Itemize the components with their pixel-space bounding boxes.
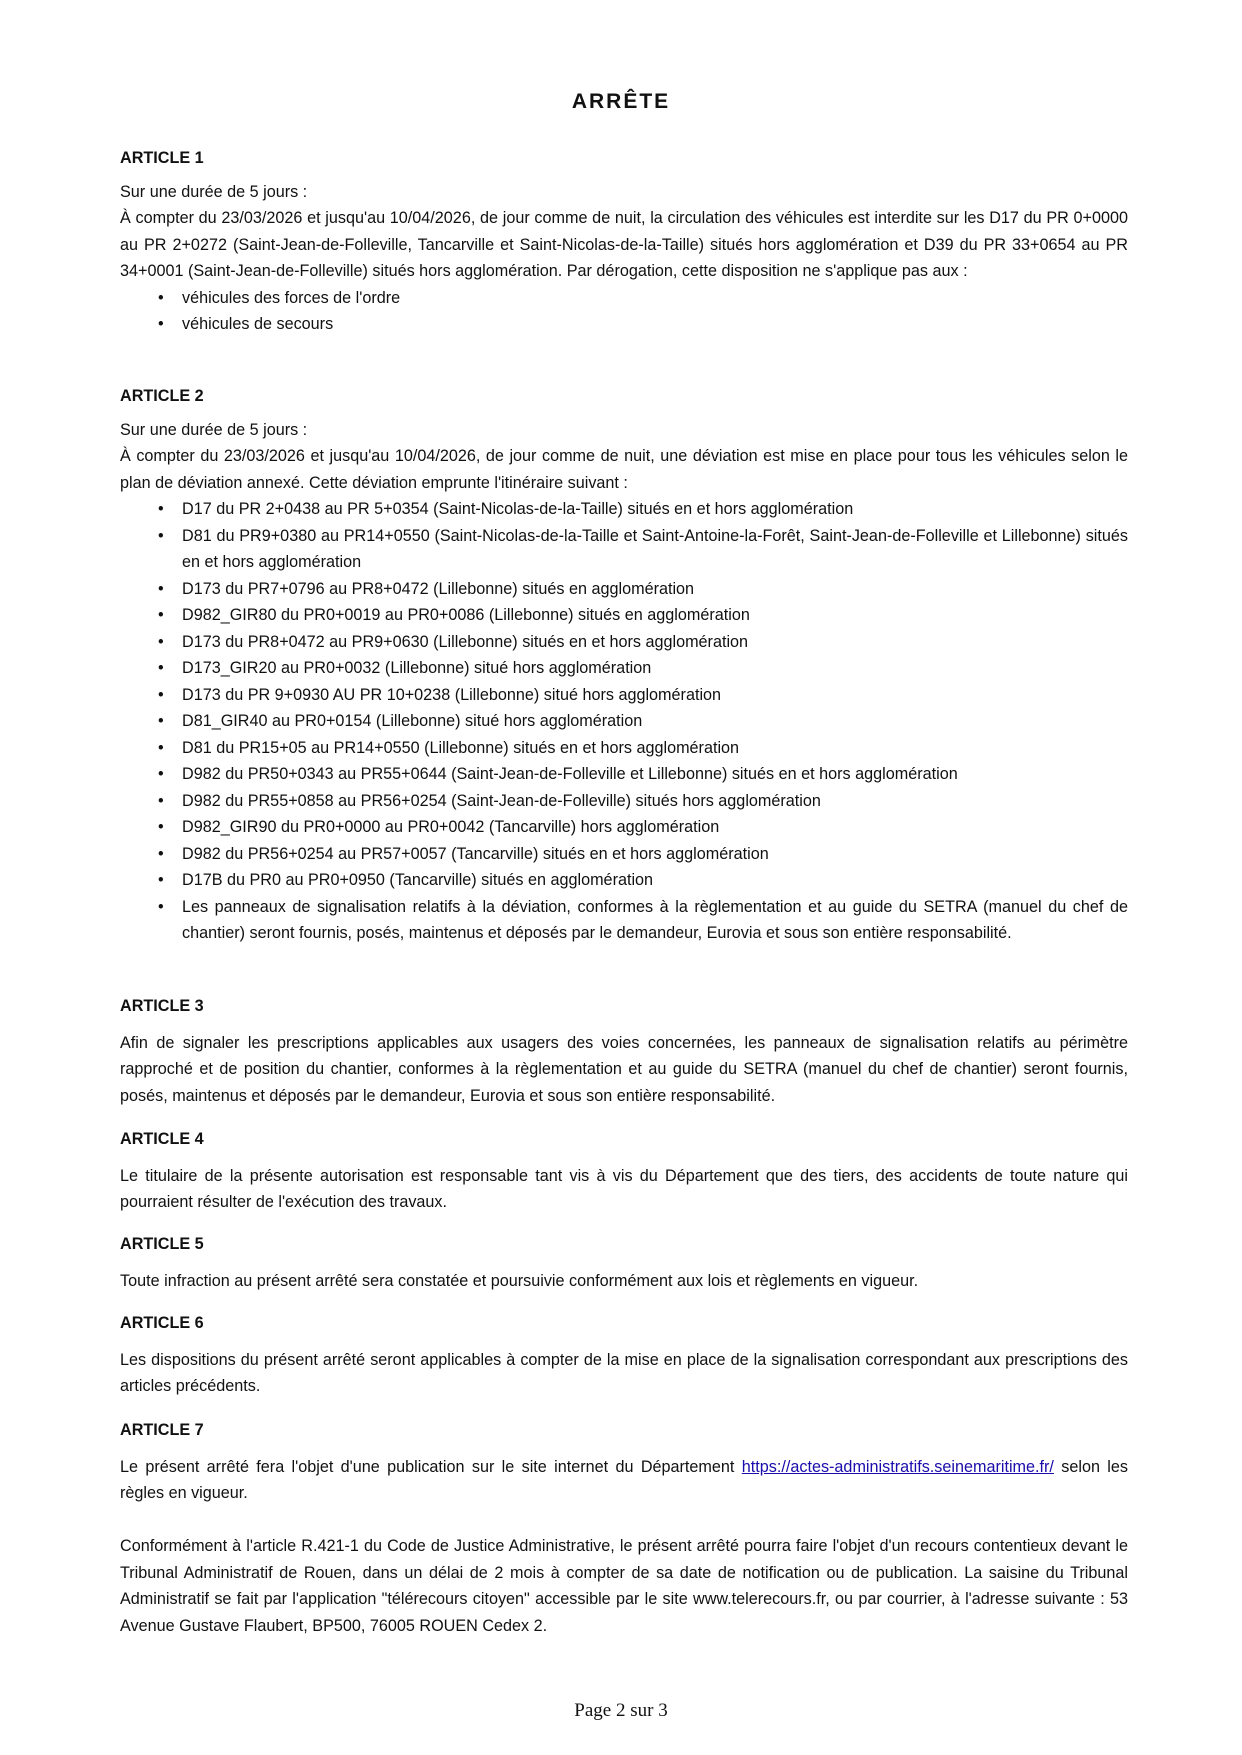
list-item: • D982_GIR80 du PR0+0019 au PR0+0086 (Lillebonne) situés en agglomération — [182, 602, 1128, 629]
article-text: À compter du 23/03/2026 et jusqu'au 10/04/2026, de jour comme de nuit, la circulation des véhicules est interdite sur les D17 du PR 0+0000 au PR 2+0272 (Saint-Jean-de-Folleville, Tancarville et Saint-Nicolas-de-la-Taille) situés hors agglomération et D39 du PR 33+0654 au PR 34+0001 (Saint-Jean-de-Folleville) situés hors agglomération. Par dérogation, cette disposition ne s'applique pas aux : — [120, 209, 1128, 280]
article-3 — [120, 993, 1128, 1109]
list-item: • véhicules des forces de l'ordre — [182, 285, 1128, 312]
article-text: Le titulaire de la présente autorisation est responsable tant vis à vis du Département que des tiers, des accidents de toute nature qui pourraient résulter de l'exécution des travaux. — [120, 1166, 1128, 1211]
article-heading: ARTICLE 4 — [120, 1130, 204, 1148]
text: selon les règles en vigueur. — [120, 1457, 1128, 1502]
list-item: • D173 du PR 9+0930 AU PR 10+0238 (Lillebonne) situé hors agglomération — [182, 682, 1128, 709]
list-item: • D81 du PR15+05 au PR14+0550 (Lillebonne) situés en et hors agglomération — [182, 735, 1128, 762]
deviation-list — [120, 496, 1128, 947]
list-item: • D982 du PR56+0254 au PR57+0057 (Tancarville) situés en et hors agglomération — [182, 841, 1128, 868]
list-item: • D173_GIR20 au PR0+0032 (Lillebonne) situé hors agglomération — [182, 655, 1128, 682]
list-item: • D173 du PR7+0796 au PR8+0472 (Lillebonne) situés en agglomération — [182, 576, 1128, 603]
list-item: • D17 du PR 2+0438 au PR 5+0354 (Saint-Nicolas-de-la-Taille) situés en et hors agglomération — [182, 496, 1128, 523]
article-7 — [120, 1417, 1128, 1507]
article-text: Les dispositions du présent arrêté seront applicables à compter de la mise en place de la signalisation correspondant aux prescriptions des articles précédents. — [120, 1350, 1128, 1395]
article-2 — [120, 383, 1128, 947]
list-item: • D17B du PR0 au PR0+0950 (Tancarville) situés en agglomération — [182, 867, 1128, 894]
article-heading: ARTICLE 5 — [120, 1235, 204, 1253]
list-item: • D173 du PR8+0472 au PR9+0630 (Lillebonne) situés en et hors agglomération — [182, 629, 1128, 656]
article-text: Afin de signaler les prescriptions applicables aux usagers des voies concernées, les panneaux de signalisation relatifs au périmètre rapproché et de position du chantier, conformes à la règlementation et au guide du SETRA (manuel du chef de chantier) seront fournis, posés, maintenus et déposés par le demandeur, Eurovia et sous son entière responsabilité. — [120, 1033, 1128, 1105]
recours-paragraph: Conformément à l'article R.421-1 du Code de Justice Administrative, le présent arrêté pourra faire l'objet d'un recours contentieux devant le Tribunal Administratif de Rouen, dans un délai de 2 mois à compter de sa date de notification ou de publication. La saisine du Tribunal Administratif se fait par l'application "télérecours citoyen" accessible par le site www.telerecours.fr, ou par courrier, à l'adresse suivante : 53 Avenue Gustave Flaubert, BP500, 76005 ROUEN Cedex 2. — [120, 1537, 1128, 1635]
text: Le présent arrêté fera l'objet d'une publication sur le site internet du Département — [120, 1457, 742, 1476]
article-intro: Sur une durée de 5 jours : — [120, 420, 308, 439]
article-5 — [120, 1231, 1128, 1294]
exemption-list — [120, 285, 1128, 338]
article-heading: ARTICLE 1 — [120, 149, 204, 167]
article-1 — [120, 145, 1128, 338]
article-heading: ARTICLE 2 — [120, 387, 204, 405]
article-4 — [120, 1126, 1128, 1216]
list-item: • D982 du PR55+0858 au PR56+0254 (Saint-Jean-de-Folleville) situés hors agglomération — [182, 788, 1128, 815]
article-intro: Sur une durée de 5 jours : — [120, 182, 308, 201]
article-text: Toute infraction au présent arrêté sera constatée et poursuivie conformément aux lois et règlements en vigueur. — [120, 1271, 919, 1290]
article-heading: ARTICLE 3 — [120, 997, 204, 1015]
list-item: • D982_GIR90 du PR0+0000 au PR0+0042 (Tancarville) hors agglomération — [182, 814, 1128, 841]
list-item: • D81_GIR40 au PR0+0154 (Lillebonne) situé hors agglomération — [182, 708, 1128, 735]
list-item: • véhicules de secours — [182, 311, 1128, 338]
list-item: • Les panneaux de signalisation relatifs à la déviation, conformes à la règlementation et au guide du SETRA (manuel du chef de chantier) seront fournis, posés, maintenus et déposés par le demandeur, Eurovia et sous son entière responsabilité. — [182, 894, 1128, 947]
publication-link[interactable]: https://actes-administratifs.seinemaritime.fr/ — [741, 1457, 1054, 1476]
article-text — [120, 1454, 1128, 1507]
list-item: • D982 du PR50+0343 au PR55+0644 (Saint-Jean-de-Folleville et Lillebonne) situés en et hors agglomération — [182, 761, 1128, 788]
article-heading: ARTICLE 6 — [120, 1314, 204, 1332]
article-text: À compter du 23/03/2026 et jusqu'au 10/04/2026, de jour comme de nuit, une déviation est mise en place pour tous les véhicules selon le plan de déviation annexé. Cette déviation emprunte l'itinéraire suivant : — [120, 447, 1128, 492]
document-title: ARRÊTE — [571, 90, 671, 113]
page-number: Page 2 sur 3 — [574, 1700, 668, 1721]
article-heading: ARTICLE 7 — [120, 1421, 204, 1439]
article-6 — [120, 1310, 1128, 1400]
list-item: • D81 du PR9+0380 au PR14+0550 (Saint-Nicolas-de-la-Taille et Saint-Antoine-la-Forêt, Saint-Jean-de-Folleville et Lillebonne) situés en et hors agglomération — [182, 523, 1128, 576]
